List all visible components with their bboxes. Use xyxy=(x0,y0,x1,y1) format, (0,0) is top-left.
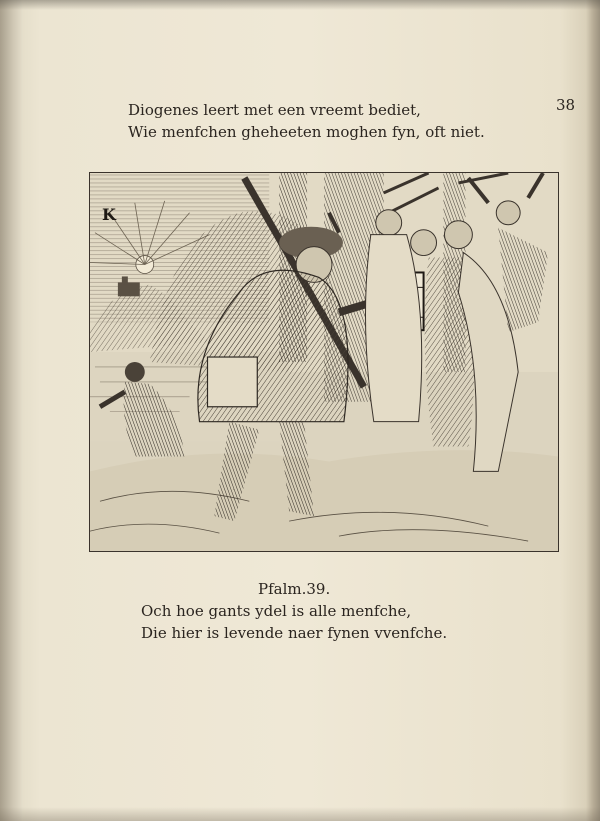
verse-line-2: Die hier is levende naer fynen vvenfche. xyxy=(141,624,448,642)
engraving-plate xyxy=(89,172,559,552)
book-gutter xyxy=(0,0,22,821)
motto-line-2: Wie menfchen gheheeten moghen fyn, oft niet. xyxy=(128,123,485,141)
castle xyxy=(118,282,140,296)
page-edges xyxy=(586,0,600,821)
page-top-shadow xyxy=(0,0,600,10)
page-bottom-shadow xyxy=(0,807,600,821)
motto-heading xyxy=(128,99,528,143)
page-number: 38 xyxy=(556,96,576,114)
plate-letter: K xyxy=(102,205,116,224)
verse-title: Pfalm.39. xyxy=(258,580,331,598)
motto-line-1: Diogenes leert met een vreemt bediet, xyxy=(128,101,421,119)
engraving-illustration xyxy=(90,173,558,551)
verse-line-1: Och hoe gants ydel is alle menfche, xyxy=(141,602,412,620)
